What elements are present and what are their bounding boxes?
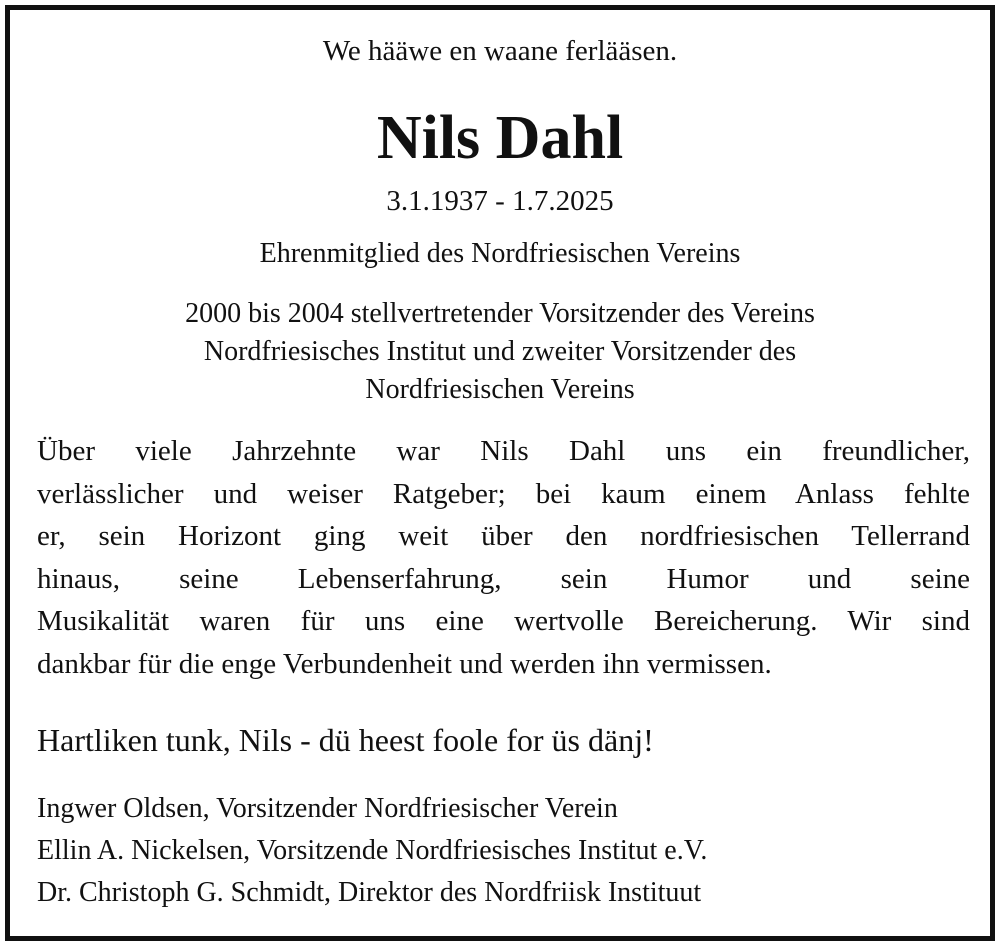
signatures: [37, 788, 707, 914]
tribute-line: Musikalität waren für uns eine wertvolle Bereicherung. Wir sind: [37, 605, 970, 637]
tribute-line: hinaus, seine Lebenserfahrung, sein Humor und seine: [37, 562, 970, 595]
life-dates: 3.1.1937 - 1.7.2025: [386, 185, 614, 217]
role-detail-line: 2000 bis 2004 stellvertretender Vorsitzender des Vereins: [185, 298, 815, 329]
intro-line: We hääwe en waane ferlääsen.: [322, 35, 678, 67]
tribute-paragraph: [37, 430, 970, 685]
obituary-frame: [5, 5, 995, 941]
role-detail: [10, 295, 990, 409]
tribute-line: er, sein Horizont ging weit über den nordfriesischen Tellerrand: [37, 520, 970, 552]
tribute-line: dankbar für die enge Verbundenheit und werden ihn vermissen.: [37, 647, 772, 680]
honorary-role: Ehrenmitglied des Nordfriesischen Vereins: [259, 238, 741, 269]
signature-line: Ellin A. Nickelsen, Vorsitzende Nordfriesisches Institut e.V.: [37, 835, 708, 866]
role-detail-line: Nordfriesisches Institut und zweiter Vorsitzender des: [203, 336, 797, 367]
role-detail-line: Nordfriesischen Vereins: [365, 374, 635, 405]
tribute-line: Über viele Jahrzehnte war Nils Dahl uns ein freundlicher,: [37, 435, 970, 467]
signature-line: Dr. Christoph G. Schmidt, Direktor des Nordfriisk Instituut: [37, 877, 702, 908]
deceased-name: Nils Dahl: [376, 104, 624, 172]
farewell-line: Hartliken tunk, Nils - dü heest foole for üs dänj!: [37, 722, 654, 758]
tribute-line: verlässlicher und weiser Ratgeber; bei kaum einem Anlass fehlte: [37, 477, 970, 510]
signature-line: Ingwer Oldsen, Vorsitzender Nordfriesischer Verein: [37, 793, 618, 824]
